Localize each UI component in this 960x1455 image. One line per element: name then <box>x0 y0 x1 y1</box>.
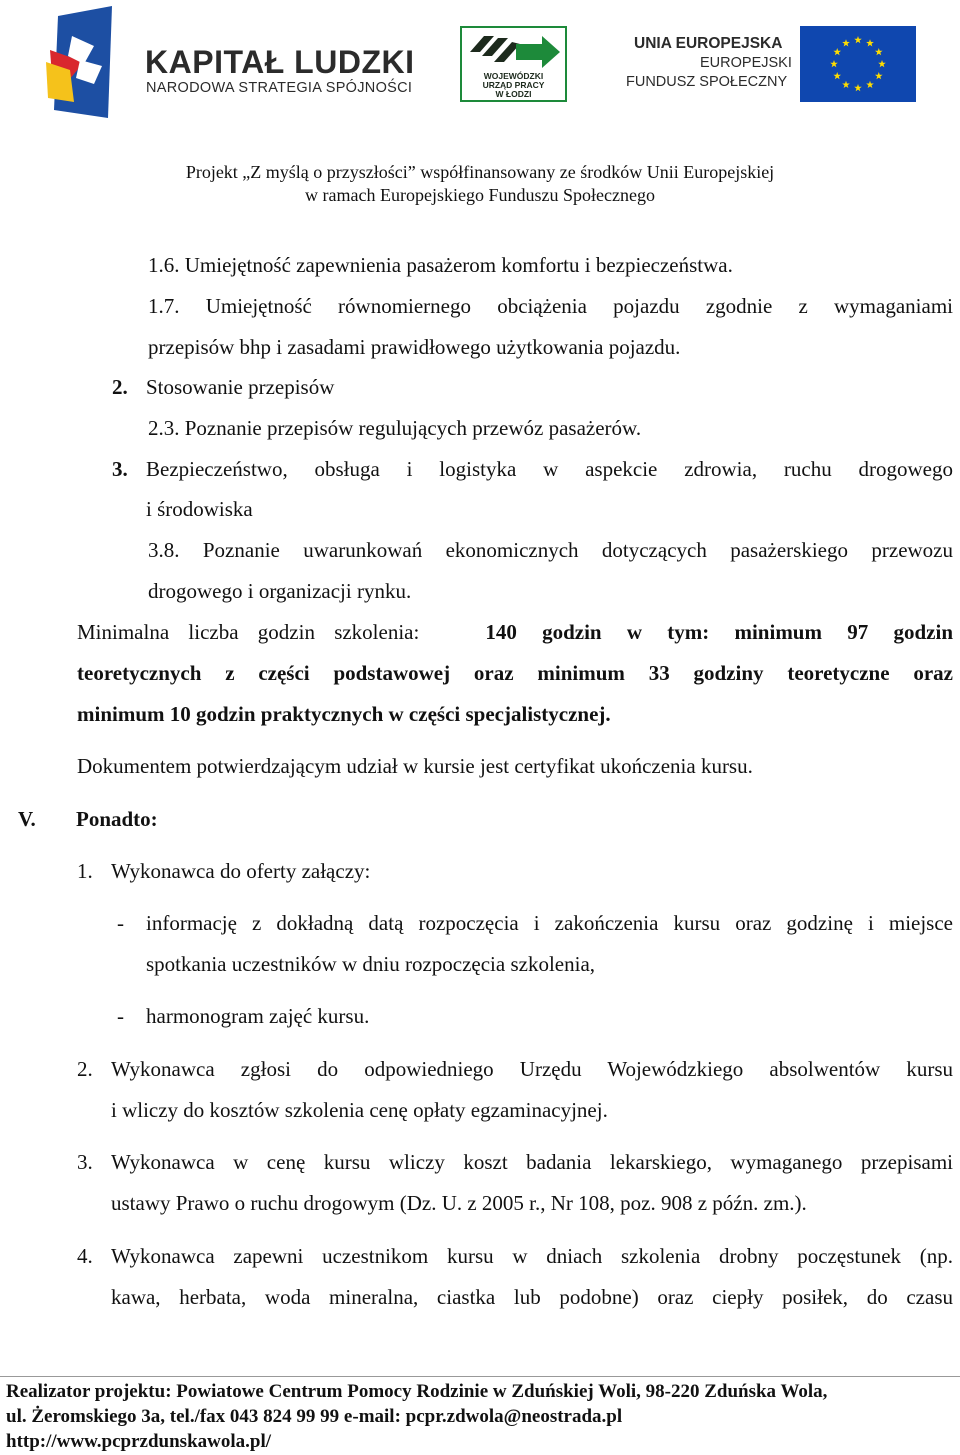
dash-item-1-line-1: informację z dokładną datą rozpoczęcia i zakończenia kursu oraz godzinę i miejsce <box>146 911 953 935</box>
point-2-line-1: Wykonawca zgłosi do odpowiedniego Urzędu Wojewódzkiego absolwentów kursu <box>111 1057 953 1081</box>
point-3-number: 3. <box>77 1150 93 1174</box>
eu-label-line-1: UNIA EUROPEJSKA <box>634 35 783 52</box>
item-3-8-line-1: 3.8. Poznanie uwarunkowań ekonomicznych dotyczących pasażerskiego przewozu <box>148 538 953 562</box>
item-1-6: 1.6. Umiejętność zapewnienia pasażerom komfortu i bezpieczeństwa. <box>148 253 733 277</box>
section-3-number: 3. <box>112 457 128 481</box>
kapital-ludzki-subtitle: NARODOWA STRATEGIA SPÓJNOŚCI <box>146 80 413 96</box>
wup-line-1: WOJEWÓDZKI <box>483 71 544 81</box>
min-hours-line-2: teoretycznych z części podstawowej oraz minimum 33 godziny teoretyczne oraz <box>77 661 953 685</box>
wup-arrow-icon <box>466 32 562 70</box>
item-1-7-line-2: przepisów bhp i zasadami prawidłowego użytkowania pojazdu. <box>148 335 681 359</box>
kapital-ludzki-title: KAPITAŁ LUDZKI <box>145 44 415 80</box>
footer-url[interactable]: http://www.pcprzdunskawola.pl/ <box>6 1431 272 1452</box>
dash-item-2: harmonogram zajęć kursu. <box>146 1004 370 1028</box>
min-hours-line-1 <box>77 620 953 645</box>
section-3-title-line-1: Bezpieczeństwo, obsługa i logistyka w aspekcie zdrowia, ruchu drogowego <box>146 457 953 481</box>
item-3-8-line-2: drogowego i organizacji rynku. <box>148 579 412 603</box>
wup-line-3: W ŁODZI <box>495 89 532 99</box>
eu-flag-icon <box>800 26 916 102</box>
point-4-line-1: Wykonawca zapewni uczestnikom kursu w dniach szkolenia drobny poczęstunek (np. <box>111 1244 953 1268</box>
section-v-number: V. <box>18 807 36 831</box>
point-1-text: Wykonawca do oferty załączy: <box>111 859 371 883</box>
eu-label-line-3: FUNDUSZ SPOŁECZNY <box>626 74 788 90</box>
item-1-7-line-1: 1.7. Umiejętność równomiernego obciążenia pojazdu zgodnie z wymaganiami <box>148 294 953 318</box>
section-2-number: 2. <box>112 375 128 399</box>
point-3-line-1: Wykonawca w cenę kursu wliczy koszt badania lekarskiego, wymaganego przepisami <box>111 1150 953 1174</box>
dash-2: - <box>117 1004 124 1028</box>
section-v-title: Ponadto: <box>76 807 158 831</box>
footer-line-2: ul. Żeromskiego 3a, tel./fax 043 824 99 99 e-mail: pcpr.zdwola@neostrada.pl <box>6 1406 623 1427</box>
point-1-number: 1. <box>77 859 93 883</box>
footer-line-1: Realizator projektu: Powiatowe Centrum Pomocy Rodzinie w Zduńskiej Woli, 98-220 Zduńska Wola, <box>6 1381 828 1402</box>
min-hours-value: 140 godzin w tym: minimum 97 godzin <box>485 620 953 644</box>
wup-line-2: URZĄD PRACY <box>482 80 545 90</box>
certificate-note: Dokumentem potwierdzającym udział w kursie jest certyfikat ukończenia kursu. <box>77 754 753 778</box>
point-2-number: 2. <box>77 1057 93 1081</box>
footer-divider <box>0 1376 960 1377</box>
point-4-line-2: kawa, herbata, woda mineralna, ciastka lub podobne) oraz ciepły posiłek, do czasu <box>111 1285 953 1309</box>
point-3-line-2: ustawy Prawo o ruchu drogowym (Dz. U. z 2005 r., Nr 108, poz. 908 z późn. zm.). <box>111 1191 807 1215</box>
dash-item-1-line-2: spotkania uczestników w dniu rozpoczęcia szkolenia, <box>146 952 596 976</box>
dash-1: - <box>117 911 124 935</box>
project-line-1: Projekt „Z myślą o przyszłości” współfinansowany ze środków Unii Europejskiej <box>185 162 775 182</box>
section-2-title: Stosowanie przepisów <box>146 375 335 399</box>
project-line-2: w ramach Europejskiego Funduszu Społecznego <box>305 185 655 205</box>
point-2-line-2: i wliczy do kosztów szkolenia cenę opłaty egzaminacyjnej. <box>111 1098 608 1122</box>
item-2-3: 2.3. Poznanie przepisów regulujących przewóz pasażerów. <box>148 416 642 440</box>
min-hours-line-3: minimum 10 godzin praktycznych w części specjalistycznej. <box>77 702 611 726</box>
min-hours-label: Minimalna liczba godzin szkolenia: <box>77 620 420 644</box>
kapital-ludzki-logo-mark <box>44 6 134 118</box>
eu-label-line-2: EUROPEJSKI <box>700 55 792 71</box>
wup-lodz-logo <box>460 26 567 102</box>
section-3-title-line-2: i środowiska <box>146 497 253 521</box>
point-4-number: 4. <box>77 1244 93 1268</box>
